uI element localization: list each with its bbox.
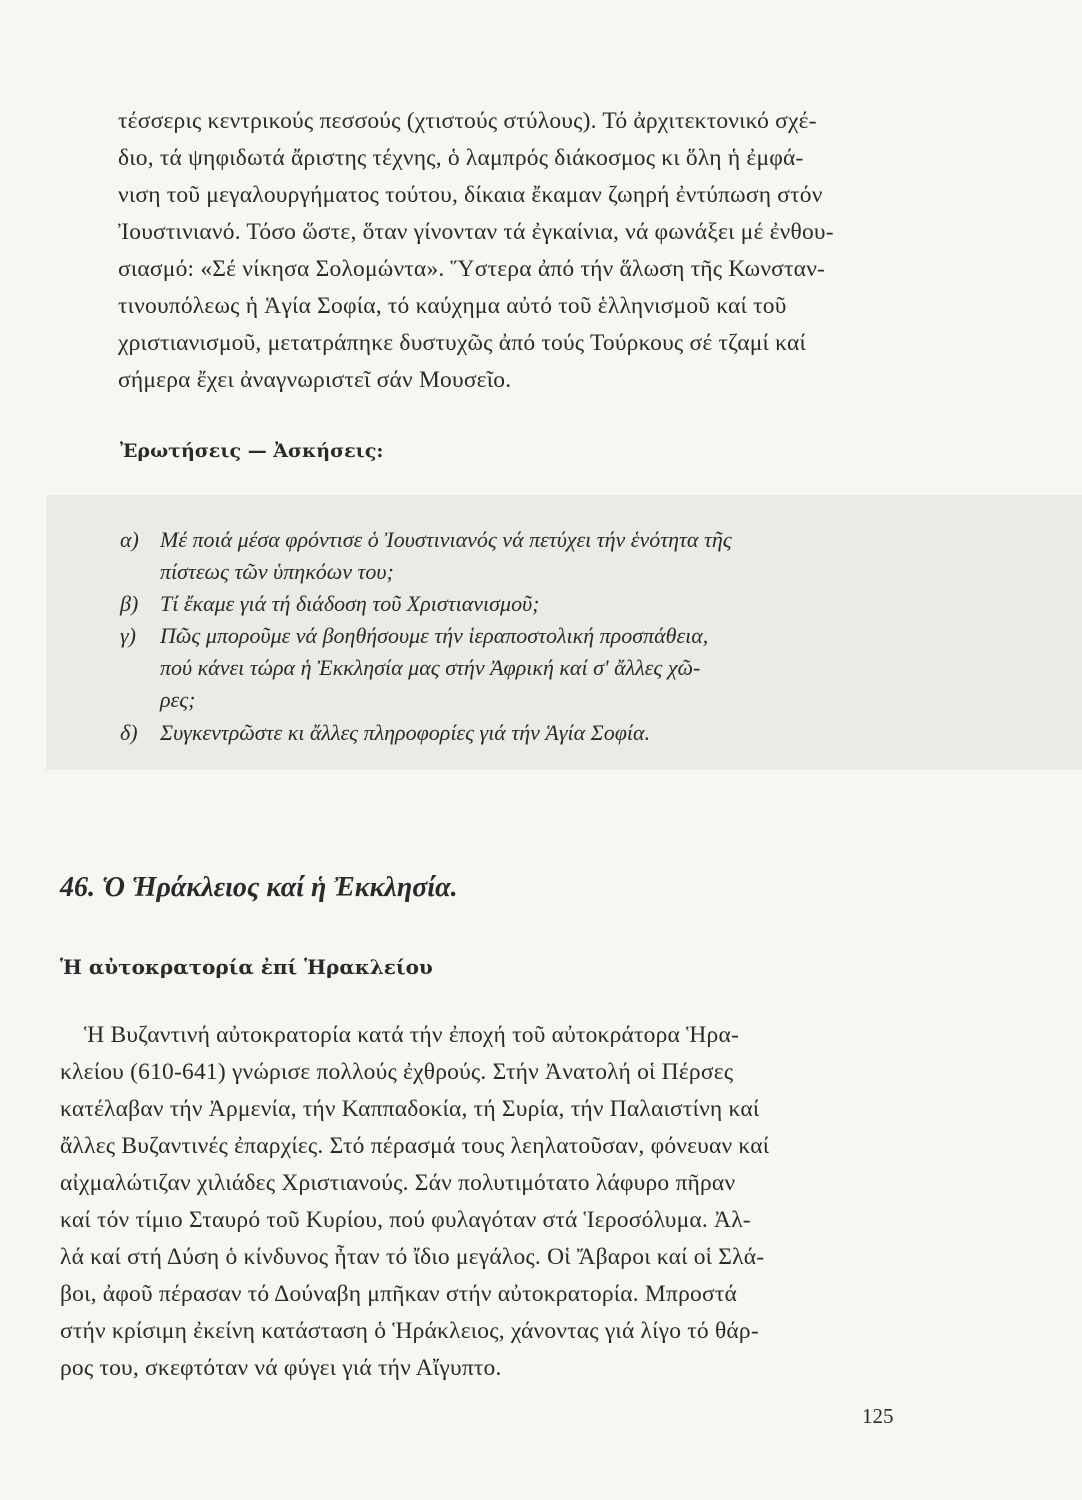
text-line: κλείου (610-641) γνώρισε πολλούς ἐχθρούς. Στήν Ἀνατολή οἱ Πέρσες	[60, 1059, 734, 1085]
question-label: δ)	[120, 720, 138, 745]
question-line: πίστεως τῶν ὑπηκόων του;	[160, 559, 394, 584]
text-line: χριστιανισμοῦ, μετατράπηκε δυστυχῶς ἀπό τούς Τούρκους σέ τζαμί καί	[118, 330, 806, 356]
text-line: κατέλαβαν τήν Ἀρμενία, τήν Καππαδοκία, τή Συρία, τήν Παλαιστίνη καί	[60, 1096, 760, 1122]
text-line: Ἰουστινιανό. Τόσο ὥστε, ὅταν γίνονταν τά ἐγκαίνια, νά φωνάξει μέ ἐνθου-	[118, 219, 834, 245]
question-label: α)	[120, 527, 139, 552]
question-line: Πῶς μποροῦμε νά βοηθήσουμε τήν ἱεραποστολική προσπάθεια,	[160, 623, 709, 648]
question-line: πού κάνει τώρα ἡ Ἐκκλησία μας στήν Ἀφρική καί σ' ἄλλες χῶ-	[160, 655, 701, 680]
text-line: βοι, ἀφοῦ πέρασαν τό Δούναβη μπῆκαν στήν αὐτοκρατορία. Μπροστά	[60, 1281, 737, 1307]
page-number: 125	[862, 1404, 894, 1428]
question-line: Συγκεντρῶστε κι ἄλλες πληροφορίες γιά τήν Ἁγία Σοφία.	[160, 720, 651, 745]
text-line: ἄλλες Βυζαντινές ἐπαρχίες. Στό πέρασμά τους λεηλατοῦσαν, φόνευαν καί	[60, 1133, 770, 1159]
text-line: νιση τοῦ μεγαλουργήματος τούτου, δίκαια ἔκαμαν ζωηρή ἐντύπωση στόν	[118, 182, 823, 208]
question-line: Μέ ποιά μέσα φρόντισε ὁ Ἰουστινιανός νά πετύχει τήν ἑνότητα τῆς	[160, 527, 732, 552]
text-line: σιασμό: «Σέ νίκησα Σολομώντα». Ὕστερα ἀπό τήν ἅλωση τῆς Κωνσταν-	[118, 256, 826, 282]
text-line: σήμερα ἔχει ἀναγνωριστεῖ σάν Μουσεῖο.	[118, 367, 512, 393]
section-heading: Ἡ αὐτοκρατορία ἐπί Ἡρακλείου	[60, 955, 433, 979]
text-line: Ἡ Βυζαντινή αὐτοκρατορία κατά τήν ἐποχή τοῦ αὐτοκράτορα Ἡρα-	[84, 1022, 739, 1048]
question-label: β)	[120, 591, 139, 616]
question-line: ρες;	[160, 687, 196, 712]
text-line: καί τόν τίμιο Σταυρό τοῦ Κυρίου, πού φυλαγόταν στά Ἱεροσόλυμα. Ἀλ-	[60, 1207, 751, 1233]
text-line: ρος του, σκεφτόταν νά φύγει γιά τήν Αἴγυπτο.	[60, 1355, 502, 1381]
questions-box	[46, 495, 1082, 770]
question-line: Τί ἔκαμε γιά τή διάδοση τοῦ Χριστιανισμοῦ;	[160, 591, 540, 616]
text-line: λά καί στή Δύση ὁ κίνδυνος ἦταν τό ἴδιο μεγάλος. Οἱ Ἄβαροι καί οἱ Σλά-	[60, 1244, 765, 1270]
text-line: τέσσερις κεντρικούς πεσσούς (χτιστούς στύλους). Τό ἀρχιτεκτονικό σχέ-	[118, 108, 817, 134]
text-line: στήν κρίσιμη ἐκείνη κατάσταση ὁ Ἡράκλειος, χάνοντας γιά λίγο τό θάρ-	[60, 1318, 759, 1344]
question-label: γ)	[120, 623, 136, 648]
lesson-title: 46. Ὁ Ἡράκλειος καί ἡ Ἐκκλησία.	[60, 872, 458, 903]
text-line: τινουπόλεως ἡ Ἁγία Σοφία, τό καύχημα αὐτό τοῦ ἑλληνισμοῦ καί τοῦ	[118, 293, 787, 319]
text-line: διο, τά ψηφιδωτά ἄριστης τέχνης, ὁ λαμπρός διάκοσμος κι ὅλη ἡ ἐμφά-	[118, 145, 804, 171]
text-line: αἰχμαλώτιζαν χιλιάδες Χριστιανούς. Σάν πολυτιμότατο λάφυρο πῆραν	[60, 1170, 736, 1196]
questions-heading: Ἐρωτήσεις — Ἀσκήσεις:	[120, 440, 384, 462]
